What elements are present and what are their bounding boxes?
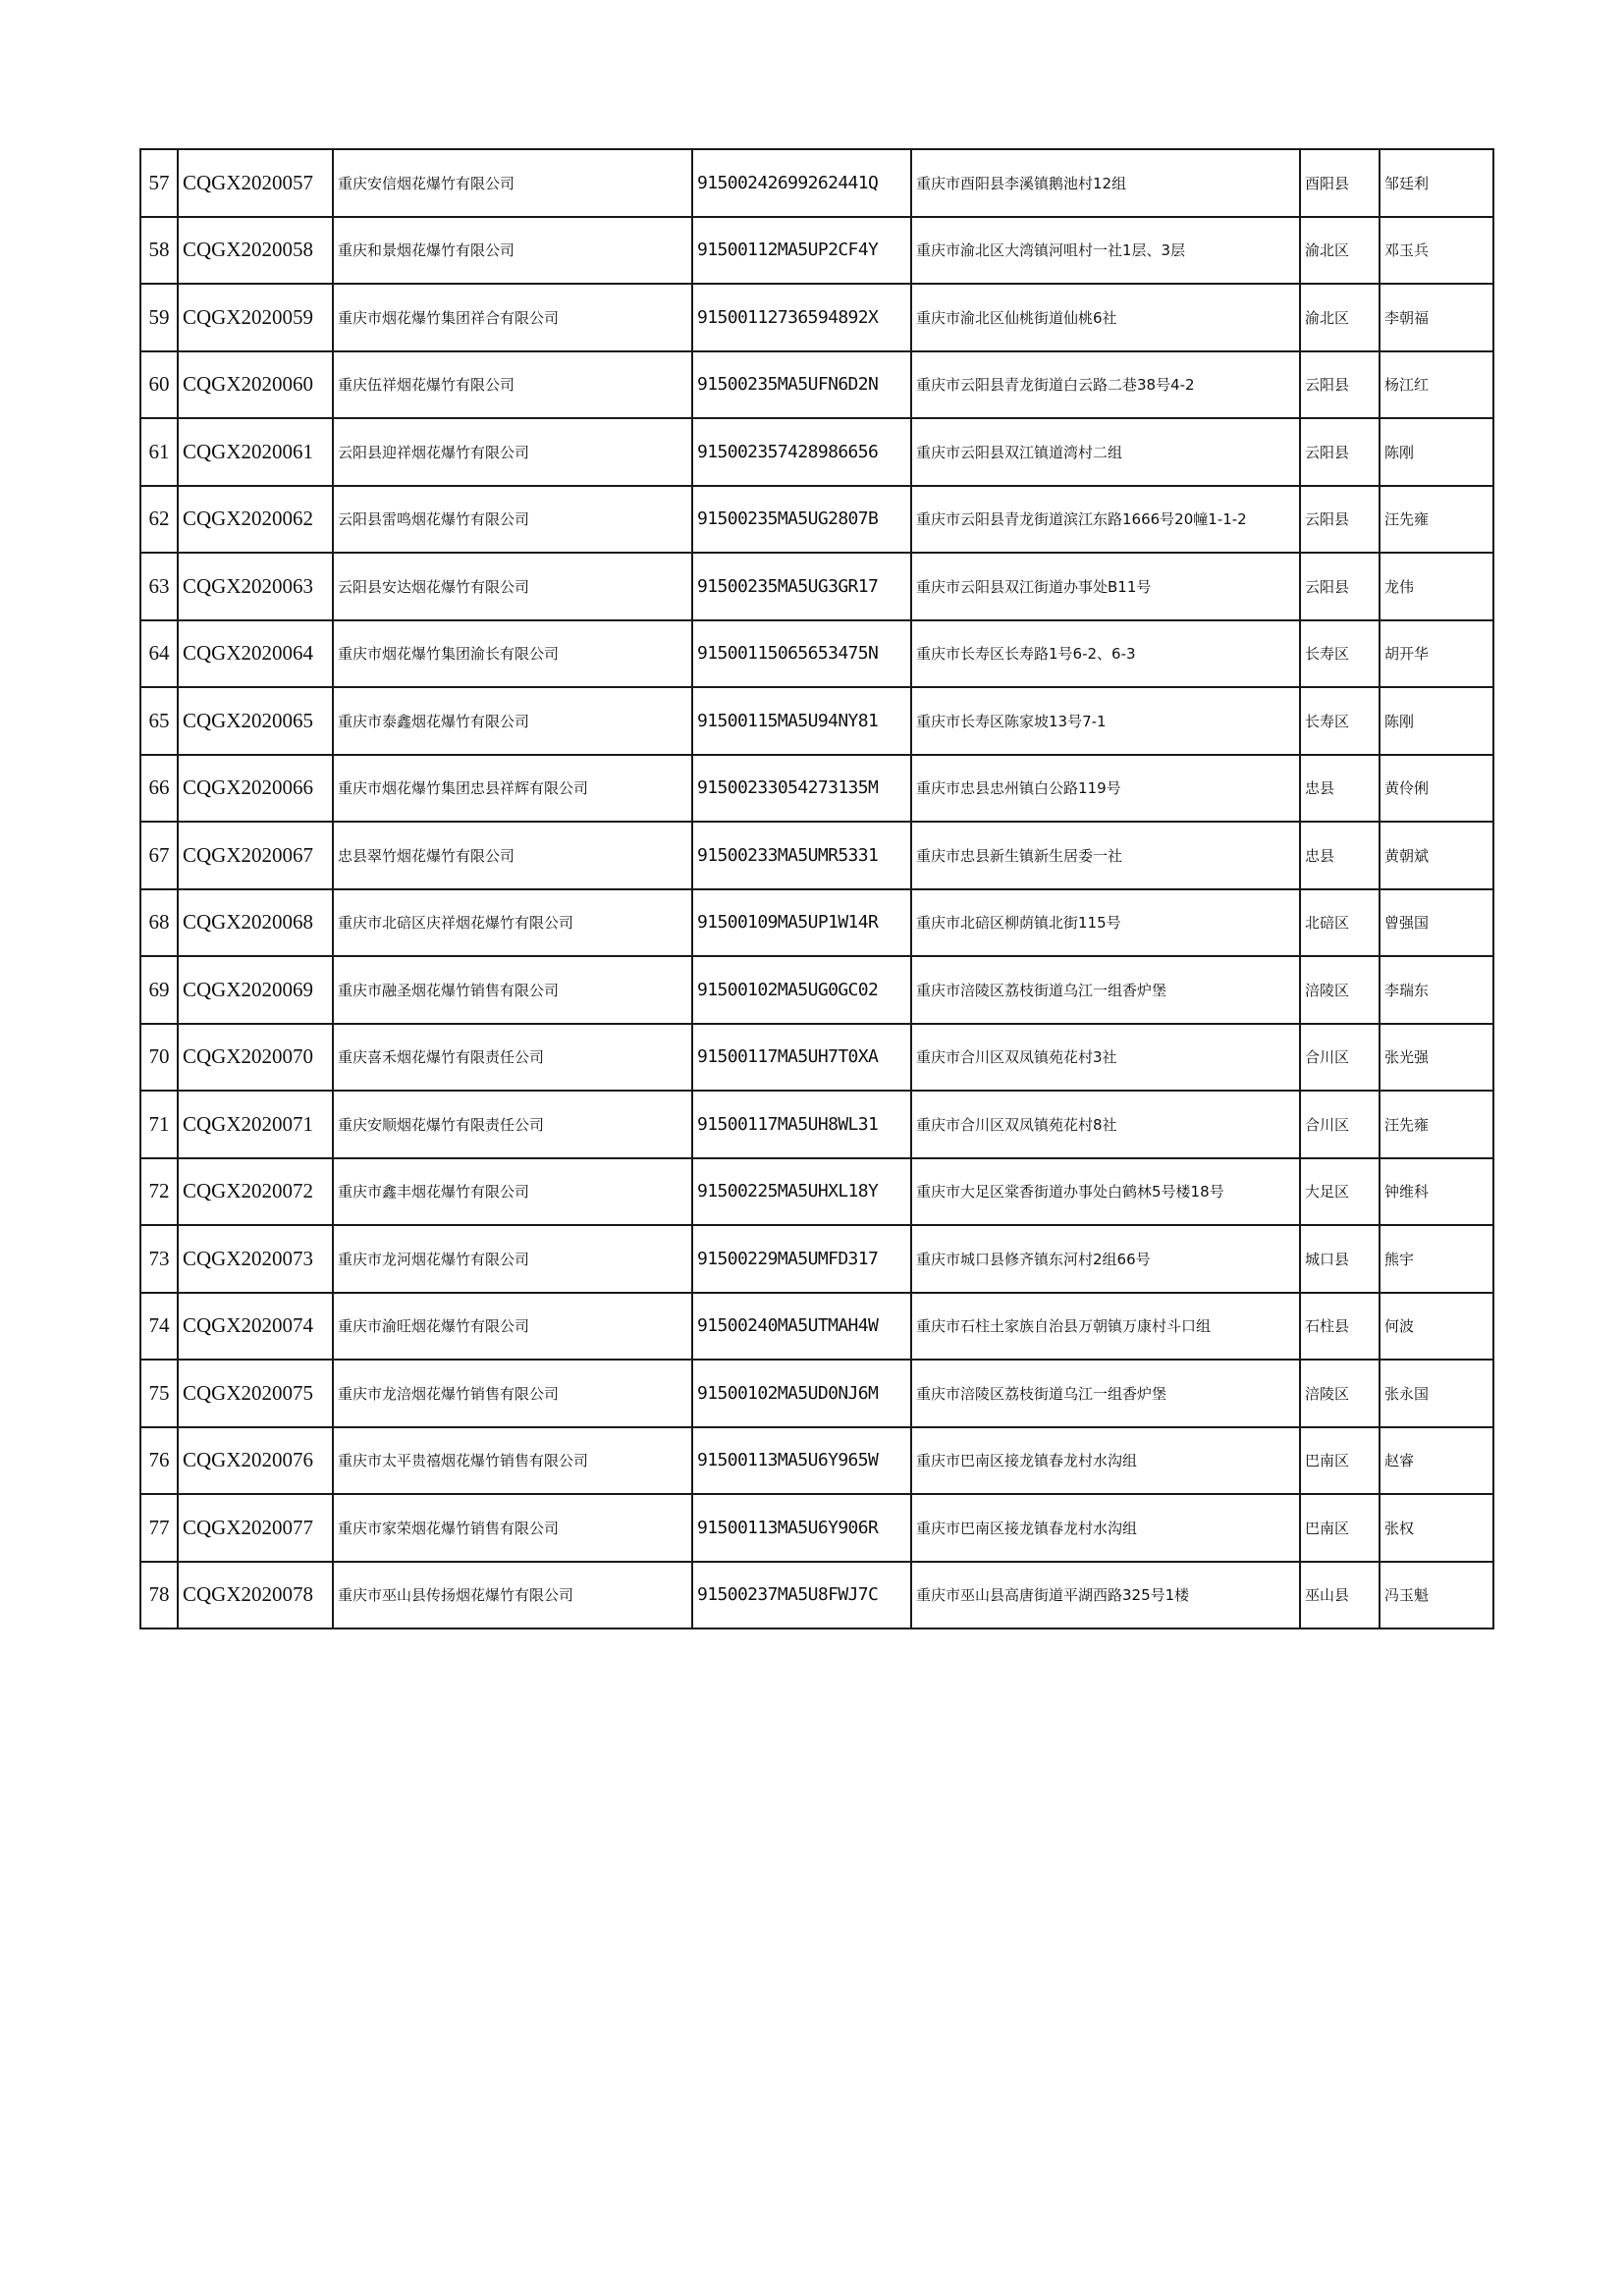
company-name: 云阳县安达烟花爆竹有限公司 bbox=[333, 553, 692, 620]
company-name: 重庆安信烟花爆竹有限公司 bbox=[333, 149, 692, 217]
company-name: 重庆市北碚区庆祥烟花爆竹有限公司 bbox=[333, 889, 692, 957]
credit-code: 91500235MA5UG2807B bbox=[692, 486, 911, 554]
district: 长寿区 bbox=[1300, 687, 1380, 755]
permit-code: CQGX2020076 bbox=[178, 1427, 333, 1495]
table-row bbox=[140, 418, 1493, 486]
company-address: 重庆市渝北区大湾镇河咀村一社1层、3层 bbox=[911, 217, 1300, 285]
company-name: 重庆市泰鑫烟花爆竹有限公司 bbox=[333, 687, 692, 755]
credit-code: 91500117MA5UH7T0XA bbox=[692, 1024, 911, 1092]
table-row bbox=[140, 620, 1493, 688]
permit-code: CQGX2020071 bbox=[178, 1091, 333, 1158]
company-name: 重庆市太平贵禧烟花爆竹销售有限公司 bbox=[333, 1427, 692, 1495]
company-name: 云阳县雷鸣烟花爆竹有限公司 bbox=[333, 486, 692, 554]
permit-code: CQGX2020057 bbox=[178, 149, 333, 217]
legal-representative: 汪先雍 bbox=[1380, 1091, 1493, 1158]
district: 酉阳县 bbox=[1300, 149, 1380, 217]
credit-code: 91500115MA5U94NY81 bbox=[692, 687, 911, 755]
company-address: 重庆市云阳县双江街道办事处B11号 bbox=[911, 553, 1300, 620]
table-row bbox=[140, 486, 1493, 554]
credit-code: 91500102MA5UG0GC02 bbox=[692, 956, 911, 1024]
company-address: 重庆市忠县新生镇新生居委一社 bbox=[911, 822, 1300, 889]
table-row bbox=[140, 553, 1493, 620]
district: 合川区 bbox=[1300, 1091, 1380, 1158]
credit-code: 91500112736594892X bbox=[692, 284, 911, 351]
row-number: 70 bbox=[140, 1024, 178, 1092]
company-name: 重庆市龙涪烟花爆竹销售有限公司 bbox=[333, 1360, 692, 1427]
credit-code: 91500225MA5UHXL18Y bbox=[692, 1158, 911, 1226]
permit-code: CQGX2020062 bbox=[178, 486, 333, 554]
table-row bbox=[140, 1427, 1493, 1495]
row-number: 72 bbox=[140, 1158, 178, 1226]
company-address: 重庆市北碚区柳荫镇北街115号 bbox=[911, 889, 1300, 957]
company-name: 重庆喜禾烟花爆竹有限责任公司 bbox=[333, 1024, 692, 1092]
district: 大足区 bbox=[1300, 1158, 1380, 1226]
credit-code: 91500117MA5UH8WL31 bbox=[692, 1091, 911, 1158]
permit-code: CQGX2020070 bbox=[178, 1024, 333, 1092]
permit-code: CQGX2020059 bbox=[178, 284, 333, 351]
legal-representative: 赵睿 bbox=[1380, 1427, 1493, 1495]
district: 云阳县 bbox=[1300, 351, 1380, 419]
company-address: 重庆市合川区双凤镇苑花村3社 bbox=[911, 1024, 1300, 1092]
district: 合川区 bbox=[1300, 1024, 1380, 1092]
table-row bbox=[140, 217, 1493, 285]
company-address: 重庆市合川区双凤镇苑花村8社 bbox=[911, 1091, 1300, 1158]
company-address: 重庆市云阳县青龙街道白云路二巷38号4-2 bbox=[911, 351, 1300, 419]
company-name: 重庆市家荣烟花爆竹销售有限公司 bbox=[333, 1494, 692, 1562]
credit-code: 91500235MA5UFN6D2N bbox=[692, 351, 911, 419]
company-address: 重庆市云阳县双江镇道湾村二组 bbox=[911, 418, 1300, 486]
row-number: 68 bbox=[140, 889, 178, 957]
company-address: 重庆市石柱土家族自治县万朝镇万康村斗口组 bbox=[911, 1293, 1300, 1361]
row-number: 63 bbox=[140, 553, 178, 620]
company-name: 重庆伍祥烟花爆竹有限公司 bbox=[333, 351, 692, 419]
legal-representative: 陈刚 bbox=[1380, 418, 1493, 486]
permit-code: CQGX2020067 bbox=[178, 822, 333, 889]
company-name: 重庆市巫山县传扬烟花爆竹有限公司 bbox=[333, 1562, 692, 1629]
company-name: 重庆市烟花爆竹集团忠县祥辉有限公司 bbox=[333, 755, 692, 823]
table-row bbox=[140, 149, 1493, 217]
legal-representative: 邓玉兵 bbox=[1380, 217, 1493, 285]
permit-code: CQGX2020073 bbox=[178, 1225, 333, 1293]
legal-representative: 钟维科 bbox=[1380, 1158, 1493, 1226]
legal-representative: 冯玉魁 bbox=[1380, 1562, 1493, 1629]
row-number: 61 bbox=[140, 418, 178, 486]
credit-code: 915002426992624​41Q bbox=[692, 149, 911, 217]
district: 北碚区 bbox=[1300, 889, 1380, 957]
row-number: 73 bbox=[140, 1225, 178, 1293]
permit-code: CQGX2020060 bbox=[178, 351, 333, 419]
district: 长寿区 bbox=[1300, 620, 1380, 688]
company-address: 重庆市巫山县高唐街道平湖西路325号1楼 bbox=[911, 1562, 1300, 1629]
company-address: 重庆市巴南区接龙镇春龙村水沟组 bbox=[911, 1427, 1300, 1495]
row-number: 65 bbox=[140, 687, 178, 755]
row-number: 64 bbox=[140, 620, 178, 688]
row-number: 57 bbox=[140, 149, 178, 217]
company-address: 重庆市涪陵区荔枝街道乌江一组香炉堡 bbox=[911, 1360, 1300, 1427]
permit-code: CQGX2020061 bbox=[178, 418, 333, 486]
legal-representative: 胡开华 bbox=[1380, 620, 1493, 688]
table-row bbox=[140, 822, 1493, 889]
district: 渝北区 bbox=[1300, 284, 1380, 351]
row-number: 75 bbox=[140, 1360, 178, 1427]
table-row bbox=[140, 1562, 1493, 1629]
legal-representative: 张光强 bbox=[1380, 1024, 1493, 1092]
company-name: 重庆市龙河烟花爆竹有限公司 bbox=[333, 1225, 692, 1293]
company-name: 重庆市烟花爆竹集团渝长有限公司 bbox=[333, 620, 692, 688]
row-number: 76 bbox=[140, 1427, 178, 1495]
table-row bbox=[140, 889, 1493, 957]
permit-code: CQGX2020066 bbox=[178, 755, 333, 823]
company-address: 重庆市长寿区陈家坡13号7-1 bbox=[911, 687, 1300, 755]
district: 巴南区 bbox=[1300, 1427, 1380, 1495]
company-address: 重庆市渝北区仙桃街道仙桃6社 bbox=[911, 284, 1300, 351]
district: 忠县 bbox=[1300, 755, 1380, 823]
permit-code: CQGX2020074 bbox=[178, 1293, 333, 1361]
row-number: 62 bbox=[140, 486, 178, 554]
company-name: 忠县翠竹烟花爆竹有限公司 bbox=[333, 822, 692, 889]
permit-code: CQGX2020058 bbox=[178, 217, 333, 285]
company-name: 重庆市渝旺烟花爆竹有限公司 bbox=[333, 1293, 692, 1361]
company-address: 重庆市涪陵区荔枝街道乌江一组香炉堡 bbox=[911, 956, 1300, 1024]
credit-code: 91500233MA5UMR5331 bbox=[692, 822, 911, 889]
table-row bbox=[140, 956, 1493, 1024]
row-number: 71 bbox=[140, 1091, 178, 1158]
row-number: 67 bbox=[140, 822, 178, 889]
company-address: 重庆市云阳县青龙街道滨江东路1666号20幢1-1-2 bbox=[911, 486, 1300, 554]
permit-code: CQGX2020069 bbox=[178, 956, 333, 1024]
row-number: 77 bbox=[140, 1494, 178, 1562]
credit-code: 91500240MA5UTMAH4W bbox=[692, 1293, 911, 1361]
credit-code: 91500237MA5U8FWJ7C bbox=[692, 1562, 911, 1629]
company-address: 重庆市大足区棠香街道办事处白鹤林5号楼18号 bbox=[911, 1158, 1300, 1226]
row-number: 66 bbox=[140, 755, 178, 823]
company-address: 重庆市忠县忠州镇白公路119号 bbox=[911, 755, 1300, 823]
legal-representative: 曾强国 bbox=[1380, 889, 1493, 957]
row-number: 69 bbox=[140, 956, 178, 1024]
table-row bbox=[140, 1225, 1493, 1293]
credit-code: 91500115065653475N bbox=[692, 620, 911, 688]
table-row bbox=[140, 687, 1493, 755]
credit-code: 915002357428986656 bbox=[692, 418, 911, 486]
table-row bbox=[140, 1293, 1493, 1361]
legal-representative: 邹廷利 bbox=[1380, 149, 1493, 217]
permit-code: CQGX2020075 bbox=[178, 1360, 333, 1427]
district: 巫山县 bbox=[1300, 1562, 1380, 1629]
credit-code: 91500113MA5U6Y965W bbox=[692, 1427, 911, 1495]
permit-code: CQGX2020078 bbox=[178, 1562, 333, 1629]
legal-representative: 杨江红 bbox=[1380, 351, 1493, 419]
credit-code: 91500109MA5UP1W14R bbox=[692, 889, 911, 957]
row-number: 58 bbox=[140, 217, 178, 285]
legal-representative: 何波 bbox=[1380, 1293, 1493, 1361]
district: 涪陵区 bbox=[1300, 956, 1380, 1024]
table-row bbox=[140, 1360, 1493, 1427]
company-name: 重庆市融圣烟花爆竹销售有限公司 bbox=[333, 956, 692, 1024]
district: 云阳县 bbox=[1300, 553, 1380, 620]
district: 涪陵区 bbox=[1300, 1360, 1380, 1427]
credit-code: 91500102MA5UD0NJ6M bbox=[692, 1360, 911, 1427]
company-name: 重庆安顺烟花爆竹有限责任公司 bbox=[333, 1091, 692, 1158]
table-row bbox=[140, 1024, 1493, 1092]
row-number: 60 bbox=[140, 351, 178, 419]
legal-representative: 汪先雍 bbox=[1380, 486, 1493, 554]
legal-representative: 张权 bbox=[1380, 1494, 1493, 1562]
company-name: 云阳县迎祥烟花爆竹有限公司 bbox=[333, 418, 692, 486]
district: 巴南区 bbox=[1300, 1494, 1380, 1562]
permit-code: CQGX2020063 bbox=[178, 553, 333, 620]
table-row bbox=[140, 284, 1493, 351]
table-row bbox=[140, 1158, 1493, 1226]
district: 云阳县 bbox=[1300, 418, 1380, 486]
credit-code: 91500112MA5UP2CF4Y bbox=[692, 217, 911, 285]
permit-code: CQGX2020072 bbox=[178, 1158, 333, 1226]
legal-representative: 李朝福 bbox=[1380, 284, 1493, 351]
row-number: 78 bbox=[140, 1562, 178, 1629]
table-row bbox=[140, 1494, 1493, 1562]
district: 城口县 bbox=[1300, 1225, 1380, 1293]
company-address: 重庆市酉阳县李溪镇鹅池村12组 bbox=[911, 149, 1300, 217]
district: 渝北区 bbox=[1300, 217, 1380, 285]
legal-representative: 黄伶俐 bbox=[1380, 755, 1493, 823]
legal-representative: 龙伟 bbox=[1380, 553, 1493, 620]
legal-representative: 张永国 bbox=[1380, 1360, 1493, 1427]
legal-representative: 熊宇 bbox=[1380, 1225, 1493, 1293]
table-row bbox=[140, 351, 1493, 419]
credit-code: 91500229MA5UMFD317 bbox=[692, 1225, 911, 1293]
company-address: 重庆市城口县修齐镇东河村2组66号 bbox=[911, 1225, 1300, 1293]
row-number: 74 bbox=[140, 1293, 178, 1361]
permit-code: CQGX2020065 bbox=[178, 687, 333, 755]
table-row bbox=[140, 755, 1493, 823]
table-row bbox=[140, 1091, 1493, 1158]
company-name: 重庆和景烟花爆竹有限公司 bbox=[333, 217, 692, 285]
legal-representative: 陈刚 bbox=[1380, 687, 1493, 755]
credit-code: 91500235MA5UG3GR17 bbox=[692, 553, 911, 620]
company-address: 重庆市巴南区接龙镇春龙村水沟组 bbox=[911, 1494, 1300, 1562]
table-body bbox=[140, 149, 1493, 1629]
district: 石柱县 bbox=[1300, 1293, 1380, 1361]
enterprise-registry-table bbox=[139, 148, 1494, 1629]
permit-code: CQGX2020077 bbox=[178, 1494, 333, 1562]
district: 忠县 bbox=[1300, 822, 1380, 889]
legal-representative: 李瑞东 bbox=[1380, 956, 1493, 1024]
district: 云阳县 bbox=[1300, 486, 1380, 554]
credit-code: 91500233054273135M bbox=[692, 755, 911, 823]
company-address: 重庆市长寿区长寿路1号6-2、6-3 bbox=[911, 620, 1300, 688]
company-name: 重庆市烟花爆竹集团祥合有限公司 bbox=[333, 284, 692, 351]
permit-code: CQGX2020064 bbox=[178, 620, 333, 688]
row-number: 59 bbox=[140, 284, 178, 351]
permit-code: CQGX2020068 bbox=[178, 889, 333, 957]
company-name: 重庆市鑫丰烟花爆竹有限公司 bbox=[333, 1158, 692, 1226]
credit-code: 91500113MA5U6Y906R bbox=[692, 1494, 911, 1562]
legal-representative: 黄朝斌 bbox=[1380, 822, 1493, 889]
